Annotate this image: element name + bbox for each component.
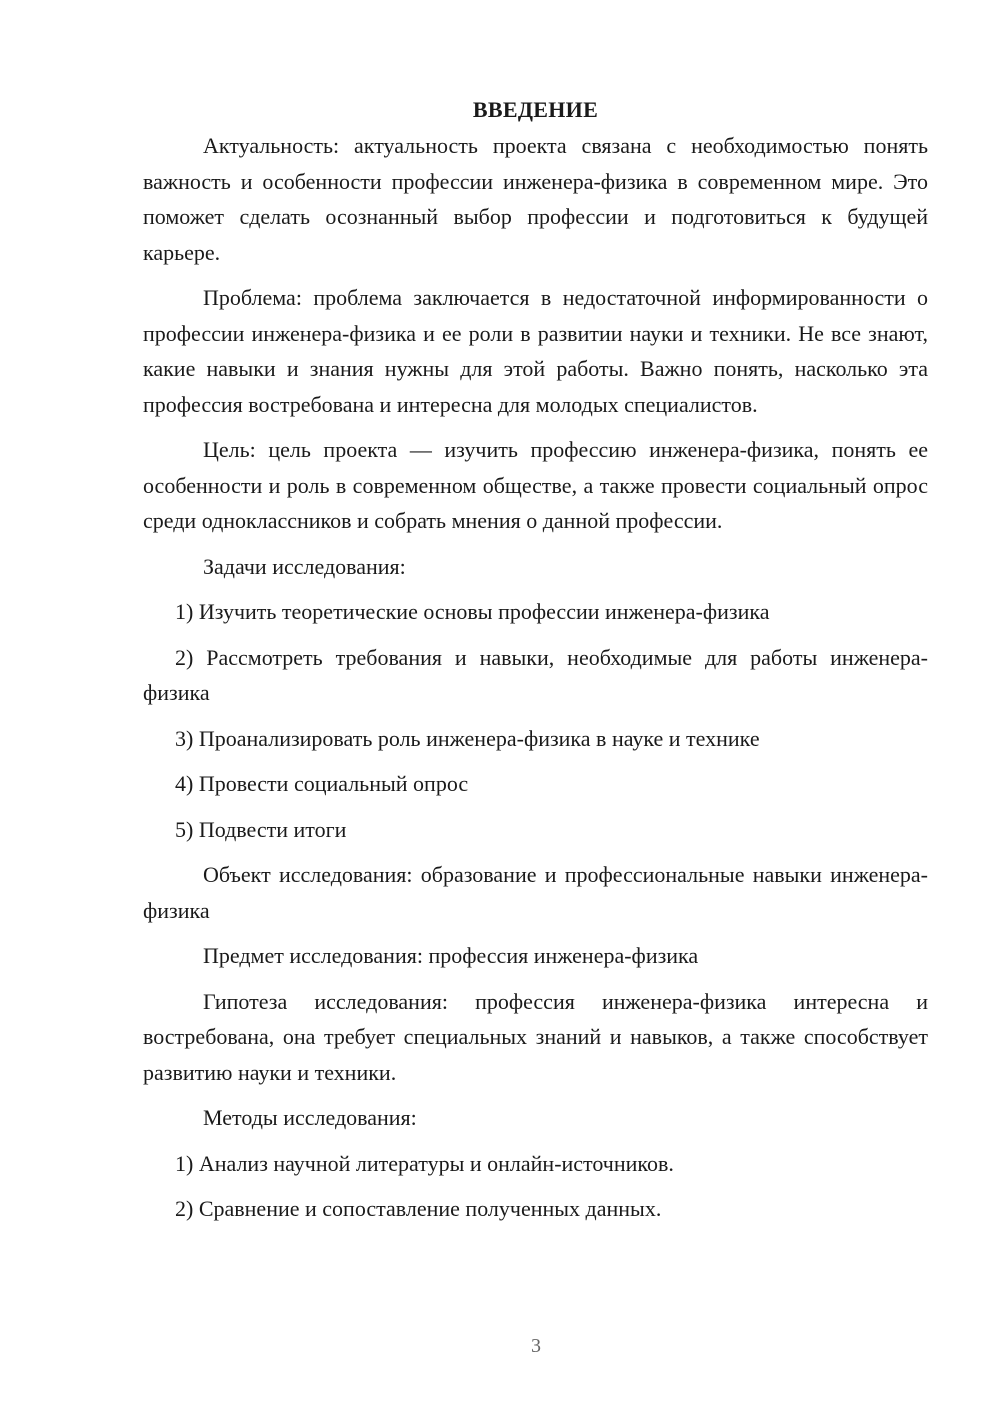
methods-heading: Методы исследования: — [203, 1105, 417, 1130]
paragraph-object: Объект исследования: образование и профессиональные навыки инженера-физика — [143, 862, 928, 923]
task-item-3: 3) Проанализировать роль инженера-физика в науке и технике — [175, 725, 760, 751]
paragraph-problem: Проблема: проблема заключается в недостаточной информированности о профессии инженера-физика и ее роли в развитии науки и техники. Не все знают, какие навыки и знания нужны для этой работы. Важно понять, насколько эта профессия востребована и интересна для молодых специалистов. — [143, 285, 928, 417]
document-page — [143, 96, 928, 1237]
paragraph-hypothesis: Гипотеза исследования: профессия инженера-физика интересна и востребована, она требует специальных знаний и навыков, а также способствует развитию науки и техники. — [143, 988, 928, 1085]
section-title: ВВЕДЕНИЕ — [472, 97, 599, 122]
task-item-5: 5) Подвести итоги — [175, 816, 347, 842]
task-item-1: 1) Изучить теоретические основы профессии инженера-физика — [175, 599, 770, 624]
task-item-2: 2) Рассмотреть требования и навыки, необходимые для работы инженера-физика — [143, 644, 928, 705]
method-item-1: 1) Анализ научной литературы и онлайн-источников. — [175, 1150, 674, 1176]
page-number: 3 — [531, 1335, 541, 1357]
task-item-4: 4) Провести социальный опрос — [175, 771, 469, 796]
paragraph-relevance: Актуальность: актуальность проекта связана с необходимостью понять важность и особенности профессии инженера-физика в современном мире. Это поможет сделать осознанный выбор профессии и подготовиться к будущей карьере. — [143, 133, 928, 265]
paragraph-subject: Предмет исследования: профессия инженера-физика — [203, 943, 699, 968]
method-item-2: 2) Сравнение и сопоставление полученных данных. — [175, 1196, 662, 1221]
paragraph-goal: Цель: цель проекта — изучить профессию инженера-физика, понять ее особенности и роль в современном обществе, а также провести социальный опрос среди одноклассников и собрать мнения о данной профессии. — [143, 437, 928, 533]
tasks-heading: Задачи исследования: — [203, 553, 406, 579]
